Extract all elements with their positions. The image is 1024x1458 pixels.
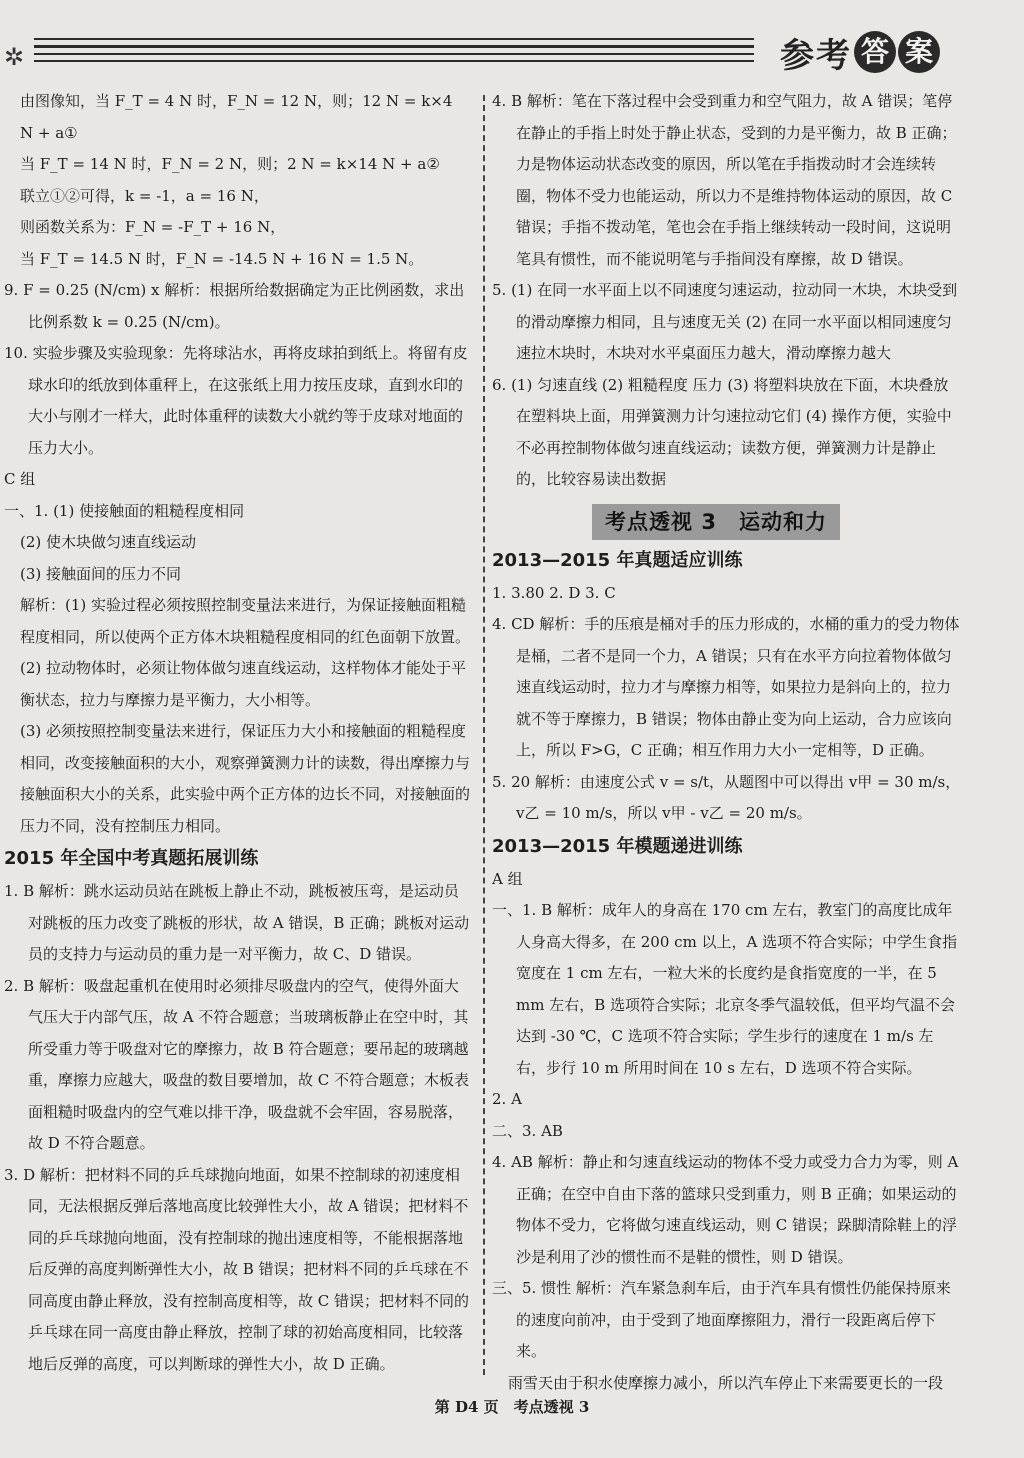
brand-circle-1: 答 bbox=[854, 31, 896, 73]
answer-10: 10. 实验步骤及实验现象：先将球沾水，再将皮球拍到纸上。将留有皮球水印的纸放到体重秤上，在这张纸上用力按压皮球，直到水印的大小与刚才一样大，此时体重秤的读数大小就约等于皮球对地面的压力大小。 bbox=[4, 344, 468, 457]
brand-logo bbox=[780, 22, 940, 82]
ext-answer-3: 3. D 解析：把材料不同的乒乓球抛向地面，如果不控制球的初速度相同，无法根据反弹后落地高度比较弹性大小，故 A 错误；把材料不同的乒乓球抛向地面，没有控制球的抛出速度相等，不能根据落地后反弹的高度判断弹性大小，故 B 错误；把材料不同的乒乓球在不同高度由静止释放，没有控制高度相等，故 C 错误；把材料不同的乒乓球在同一高度由静止释放，控制了球的初始高度相同，比较落地后反弹的高度，可以判断球的弹性大小，故 D 正确。 bbox=[4, 1165, 470, 1373]
c-analysis-1: 解析：(1) 实验过程必须按照控制变量法来进行，为保证接触面粗糙程度相同，所以使两个正方体木块粗糙程度相同的红色面朝下放置。 bbox=[20, 596, 471, 646]
c-answer-1c: (3) 接触面间的压力不同 bbox=[20, 564, 182, 583]
mock-answer-5b: 雨雪天由于积水使摩擦力减小，所以汽车停止下来需要更长的一段 bbox=[508, 1373, 944, 1392]
mock-answer-1: 一、1. B 解析：成年人的身高在 170 cm 左右，教室门的高度比成年人身高大得多，在 200 cm 以上，A 选项不符合实际；中学生食指宽度在 1 cm 左右，一粒大米的长度约是食指宽度的一半，在 5 mm 左右，B 选项符合实际；北京冬季气温较低，但平均气温不会达到 -30 ℃，C 选项不符合实际；学生步行的速度在 1 m/s 左右，步行 10 m 所用时间在 10 s 左右，D 选项不符合实际。 bbox=[492, 901, 958, 1077]
left-column bbox=[4, 86, 470, 1380]
page-footer: 第 D4 页 考点透视 3 bbox=[434, 1398, 590, 1416]
answer-5: 5. (1) 在同一水平面上以不同速度匀速运动，拉动同一木块，木块受到的滑动摩擦力相同，且与速度无关 (2) 在同一水平面以相同速度匀速拉木块时，木块对水平桌面压力越大，滑动摩擦力越大 bbox=[492, 281, 958, 362]
ext-answer-1: 1. B 解析：跳水运动员站在跳板上静止不动，跳板被压弯，是运动员对跳板的压力改变了跳板的形状，故 A 错误，B 正确；跳板对运动员的支持力与运动员的重力是一对平衡力，故 C、D 错误。 bbox=[4, 882, 470, 963]
calc-line: 联立①②可得，k = -1，a = 16 N， bbox=[20, 186, 269, 205]
gear-icon: ✲ bbox=[4, 43, 25, 71]
calc-line: 当 F_T = 14 N 时，F_N = 2 N，则；2 N = k×14 N + a② bbox=[20, 155, 440, 173]
section-heading-mock: 2013—2015 年模题递进训练 bbox=[492, 835, 743, 857]
answer-6: 6. (1) 匀速直线 (2) 粗糙程度 压力 (3) 将塑料块放在下面，木块叠放在塑料块上面，用弹簧测力计匀速拉动它们 (4) 操作方便，实验中不必再控制物体做匀速直线运动；读数方便，弹簧测力计是静止的，比较容易读出数据 bbox=[492, 375, 952, 488]
real-answer-5: 5. 20 解析：由速度公式 v = s/t，从题图中可以得出 v甲 = 30 m/s，v乙 = 10 m/s，所以 v甲 - v乙 = 20 m/s。 bbox=[492, 772, 961, 822]
c-answer-1: 一、1. (1) 使接触面的粗糙程度相同 bbox=[4, 501, 245, 520]
mock-answer-5: 三、5. 惯性 解析：汽车紧急刹车后，由于汽车具有惯性仍能保持原来的速度向前冲，由于受到了地面摩擦阻力，滑行一段距离后停下来。 bbox=[492, 1279, 951, 1360]
section-heading-2015: 2015 年全国中考真题拓展训练 bbox=[4, 848, 259, 869]
column-divider bbox=[483, 95, 485, 1375]
real-answer-4: 4. CD 解析：手的压痕是桶对手的压力形成的，水桶的重力的受力物体是桶，二者不是同一个力，A 错误；只有在水平方向拉着物体做匀速直线运动时，拉力才与摩擦力相等，如果拉力是斜向上的，拉力就不等于摩擦力，B 错误；物体由静止变为向上运动，合力应该向上，所以 F>G，C 正确；相互作用力大小一定相等，D 正确。 bbox=[492, 615, 960, 759]
chapter-banner: 考点透视 3 运动和力 bbox=[592, 504, 840, 540]
group-c-label: C 组 bbox=[4, 470, 36, 488]
right-column bbox=[492, 86, 962, 1399]
brand-circle-2: 案 bbox=[898, 31, 940, 73]
answer-4: 4. B 解析：笔在下落过程中会受到重力和空气阻力，故 A 错误；笔停在静止的手指上时处于静止状态，受到的力是平衡力，故 B 正确；力是物体运动状态改变的原因，所以笔在手指拨动时才会连续转圈，物体不受力也能运动，所以力不是维持物体运动的原因，故 C 错误；手指不拨动笔，笔也会在手指上继续转动一段时间，这说明笔具有惯性，而不能说明笔与手指间没有摩擦，故 D 错误。 bbox=[492, 92, 957, 268]
page-header bbox=[0, 0, 1024, 88]
calc-line: 则函数关系为：F_N = -F_T + 16 N， bbox=[20, 218, 286, 236]
c-analysis-2: (2) 拉动物体时，必须让物体做匀速直线运动，这样物体才能处于平衡状态，拉力与摩擦力是平衡力，大小相等。 bbox=[20, 659, 467, 709]
group-a-label: A 组 bbox=[492, 869, 523, 888]
mock-answer-3: 二、3. AB bbox=[492, 1121, 563, 1140]
c-answer-1b: (2) 使木块做匀速直线运动 bbox=[20, 533, 197, 551]
section-heading-real: 2013—2015 年真题适应训练 bbox=[492, 549, 743, 571]
mock-answer-4: 4. AB 解析：静止和匀速直线运动的物体不受力或受力合力为零，则 A 正确；在空中自由下落的篮球只受到重力，则 B 正确；如果运动的物体不受力，它将做匀速直线运动，则 C 错误；跺脚清除鞋上的浮沙是利用了沙的惯性而不是鞋的惯性，则 D 错误。 bbox=[492, 1153, 959, 1266]
c-analysis-3: (3) 必须按照控制变量法来进行，保证压力大小和接触面的粗糙程度相同，改变接触面积的大小，观察弹簧测力计的读数，得出摩擦力与接触面积大小的关系，此实验中两个正方体的边长不同，对接触面的压力不同，没有控制压力相同。 bbox=[20, 722, 471, 835]
brand-text: 参考 bbox=[780, 35, 852, 76]
ext-answer-2: 2. B 解析：吸盘起重机在使用时必须排尽吸盘内的空气，使得外面大气压大于内部气压，故 A 不符合题意；当玻璃板静止在空中时，其所受重力等于吸盘对它的摩擦力，故 B 符合题意；要吊起的玻璃越重，摩擦力应越大，吸盘的数目要增加，故 C 不符合题意；木板表面粗糙时吸盘内的空气难以排干净，吸盘就不会牢固，容易脱落，故 D 不符合题意。 bbox=[4, 976, 470, 1152]
real-answers-1-3: 1. 3.80 2. D 3. C bbox=[492, 583, 616, 602]
calc-line: 由图像知，当 F_T = 4 N 时，F_N = 12 N，则；12 N = k×4 N + a① bbox=[20, 92, 453, 142]
calc-line: 当 F_T = 14.5 N 时，F_N = -14.5 N + 16 N = 1.5 N。 bbox=[20, 249, 424, 268]
answer-9: 9. F = 0.25 (N/cm) x 解析：根据所给数据确定为正比例函数，求出比例系数 k = 0.25 (N/cm)。 bbox=[4, 281, 465, 331]
mock-answer-2: 2. A bbox=[492, 1090, 522, 1108]
header-rules bbox=[34, 38, 754, 78]
